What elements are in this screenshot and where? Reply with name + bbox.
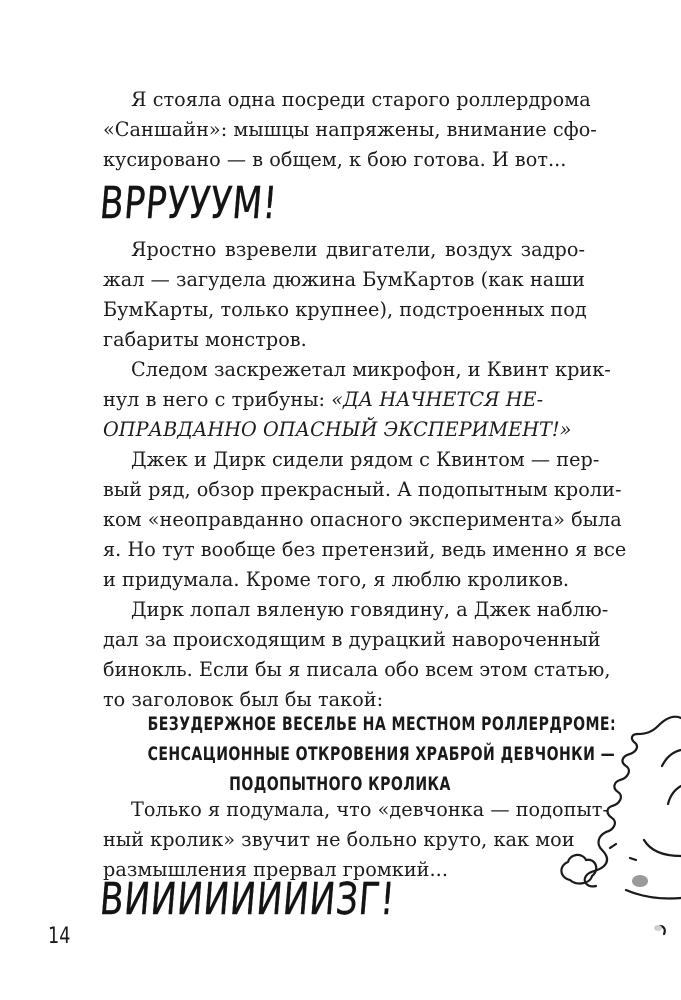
paragraph-4-line-3: ком «неоправданно опасного эксперимента» была (103, 508, 622, 531)
quint-shout-part-1: «ДА НАЧНЕТСЯ НЕ- (331, 388, 544, 411)
paragraph-2-line-4: габариты монстров. (103, 328, 307, 351)
paragraph-5-line-1: Дирк лопал вяленую говядину, а Джек наблю- (131, 598, 609, 621)
paragraph-3-line-1: Следом заскрежетал микрофон, и Квинт крик- (131, 358, 611, 381)
paragraph-5-line-3: бинокль. Если бы я писала обо всем этом статью, (103, 658, 611, 681)
headline-line-2: СЕНСАЦИОННЫЕ ОТКРОВЕНИЯ ХРАБРОЙ ДЕВЧОНКИ — (147, 743, 616, 765)
paragraph-3-line-2-text: нул в него с трибуны: (103, 388, 332, 411)
paragraph-5-line-4: то заголовок был бы такой: (103, 688, 384, 711)
paragraph-6-line-3: размышления прервал громкий... (103, 858, 448, 881)
paragraph-1-line-1: Я стояла одна посреди старого роллердрома (131, 88, 591, 111)
quint-shout-part-2: ОПРАВДАННО ОПАСНЫЙ ЭКСПЕРИМЕНТ!» (103, 418, 572, 441)
paragraph-4-line-5: и придумала. Кроме того, я люблю кроликов. (103, 568, 570, 591)
paragraph-6-line-1: Только я подумала, что «девчонка — подопыт- (131, 798, 609, 821)
paragraph-4-line-4: я. Но тут вообще без претензий, ведь именно я все (103, 538, 627, 561)
sound-effect-vrruuum: ВРРУУУМ! (97, 178, 280, 229)
paragraph-1-line-3: кусировано — в общем, к бою готова. И вот... (103, 148, 567, 171)
paragraph-5-line-2: дал за происходящим в дурацкий навороченный (103, 628, 601, 651)
paragraph-6-line-2: ный кролик» звучит не больно круто, как мои (103, 828, 575, 851)
paragraph-2-line-1: Яростно взревели двигатели, воздух задро- (131, 238, 585, 261)
paragraph-1-line-2: «Саншайн»: мышцы напряжены, внимание сфо- (103, 118, 597, 141)
page-number: 14 (48, 924, 71, 949)
headline-line-3: ПОДОПЫТНОГО КРОЛИКА (229, 773, 451, 795)
paragraph-4-line-2: вый ряд, обзор прекрасный. А подопытным кроли- (103, 478, 622, 501)
headline-line-1: БЕЗУДЕРЖНОЕ ВЕСЕЛЬЕ НА МЕСТНОМ РОЛЛЕРДРОМЕ: (147, 713, 617, 735)
paragraph-3-line-2 (103, 388, 585, 412)
sound-effect-viiiizg: ВИИИИИИИИЗГ! (97, 874, 398, 925)
monster-doodle-icon (540, 690, 681, 950)
paragraph-4-line-1: Джек и Дирк сидели рядом с Квинтом — пер- (131, 448, 600, 471)
paragraph-2-line-2: жал — загудела дюжина БумКартов (как наши (103, 268, 585, 291)
paragraph-2-line-3: БумКарты, только крупнее), подстроенных под (103, 298, 587, 321)
